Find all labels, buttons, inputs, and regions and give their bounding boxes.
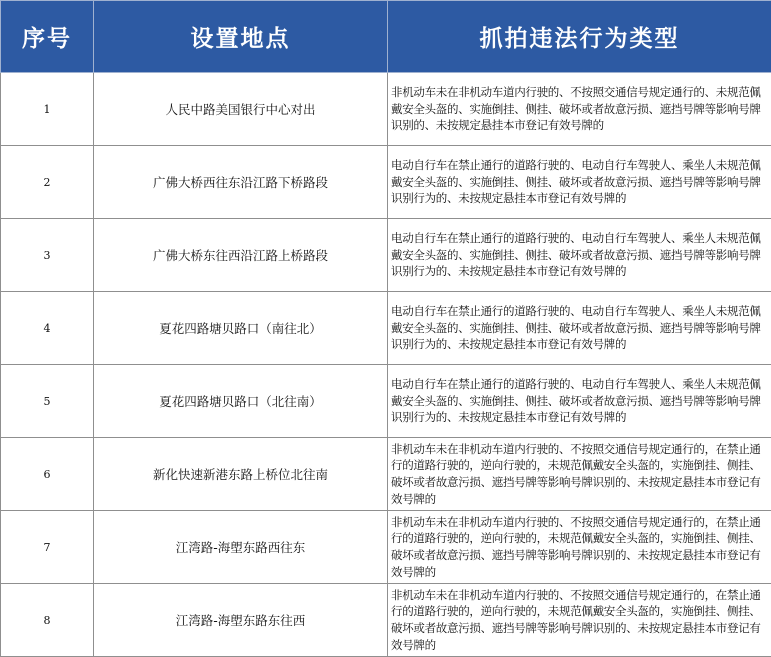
table-row: [1, 73, 771, 146]
table-row: [1, 365, 771, 438]
row-no: 5: [1, 365, 94, 438]
row-location: 夏花四路塘贝路口（南往北）: [94, 292, 388, 365]
row-location: 广佛大桥西往东沿江路下桥路段: [94, 146, 388, 219]
row-location: 江湾路-海塱东路东往西: [94, 584, 388, 657]
row-violation-type: 电动自行车在禁止通行的道路行驶的、电动自行车驾驶人、乘坐人未规范佩戴安全头盔的、实施倒挂、侧挂、破坏或者故意污损、遮挡号牌等影响号牌识别行为的、未按规定悬挂本市登记有效号牌的: [388, 292, 771, 365]
row-location: 人民中路美国银行中心对出: [94, 73, 388, 146]
header-location: 设置地点: [94, 1, 388, 73]
header-violation-type: 抓拍违法行为类型: [388, 1, 771, 73]
row-violation-type: 非机动车未在非机动车道内行驶的、不按照交通信号规定通行的，在禁止通行的道路行驶的，逆向行驶的，未规范佩戴安全头盔的，实施倒挂、侧挂、破坏或者故意污损、遮挡号牌等影响号牌识别的、未按规定悬挂本市登记有效号牌的: [388, 511, 771, 584]
row-location: 新化快速新港东路上桥位北往南: [94, 438, 388, 511]
row-location: 广佛大桥东往西沿江路上桥路段: [94, 219, 388, 292]
row-violation-type: 电动自行车在禁止通行的道路行驶的、电动自行车驾驶人、乘坐人未规范佩戴安全头盔的、实施倒挂、侧挂、破坏或者故意污损、遮挡号牌等影响号牌识别行为的、未按规定悬挂本市登记有效号牌的: [388, 219, 771, 292]
row-no: 2: [1, 146, 94, 219]
table-row: [1, 146, 771, 219]
header-no: 序号: [1, 1, 94, 73]
table-row: [1, 584, 771, 657]
row-no: 4: [1, 292, 94, 365]
row-no: 1: [1, 73, 94, 146]
table-row: [1, 292, 771, 365]
row-no: 3: [1, 219, 94, 292]
header-row: [1, 1, 771, 73]
row-violation-type: 非机动车未在非机动车道内行驶的、不按照交通信号规定通行的，在禁止通行的道路行驶的，逆向行驶的，未规范佩戴安全头盔的，实施倒挂、侧挂、破坏或者故意污损、遮挡号牌等影响号牌识别的、未按规定悬挂本市登记有效号牌的: [388, 584, 771, 657]
table-body: [1, 73, 771, 657]
row-location: 夏花四路塘贝路口（北往南）: [94, 365, 388, 438]
table-header: [1, 1, 771, 73]
row-no: 8: [1, 584, 94, 657]
row-no: 6: [1, 438, 94, 511]
row-location: 江湾路-海塱东路西往东: [94, 511, 388, 584]
row-violation-type: 电动自行车在禁止通行的道路行驶的、电动自行车驾驶人、乘坐人未规范佩戴安全头盔的、实施倒挂、侧挂、破坏或者故意污损、遮挡号牌等影响号牌识别行为的、未按规定悬挂本市登记有效号牌的: [388, 365, 771, 438]
row-no: 7: [1, 511, 94, 584]
table-row: [1, 219, 771, 292]
table-row: [1, 511, 771, 584]
row-violation-type: 非机动车未在非机动车道内行驶的、不按照交通信号规定通行的，在禁止通行的道路行驶的，逆向行驶的，未规范佩戴安全头盔的，实施倒挂、侧挂、破坏或者故意污损、遮挡号牌等影响号牌识别的、未按规定悬挂本市登记有效号牌的: [388, 438, 771, 511]
table-row: [1, 438, 771, 511]
row-violation-type: 非机动车未在非机动车道内行驶的、不按照交通信号规定通行的、未规范佩戴安全头盔的、实施倒挂、侧挂、破坏或者故意污损、遮挡号牌等影响号牌识别的、未按规定悬挂本市登记有效号牌的: [388, 73, 771, 146]
row-violation-type: 电动自行车在禁止通行的道路行驶的、电动自行车驾驶人、乘坐人未规范佩戴安全头盔的、实施倒挂、侧挂、破坏或者故意污损、遮挡号牌等影响号牌识别行为的、未按规定悬挂本市登记有效号牌的: [388, 146, 771, 219]
